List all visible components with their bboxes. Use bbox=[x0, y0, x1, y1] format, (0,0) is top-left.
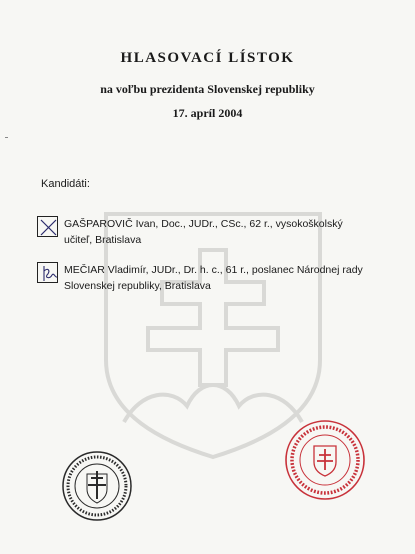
commission-stamp bbox=[60, 449, 134, 523]
ballot-subtitle: na voľbu prezidenta Slovenskej republiky bbox=[100, 82, 315, 96]
candidates-heading: Kandidáti: bbox=[41, 178, 90, 190]
cross-mark-icon bbox=[38, 217, 59, 238]
election-date: 17. apríl 2004 bbox=[172, 106, 243, 120]
candidate-1-entry bbox=[64, 216, 394, 248]
candidate-2-line1: MEČIAR Vladimír, JUDr., Dr. h. c., 61 r., poslanec Národnej rady bbox=[64, 264, 363, 276]
candidate-2-line2: Slovenskej republiky, Bratislava bbox=[64, 280, 211, 292]
candidate-1-line2: učiteľ, Bratislava bbox=[64, 234, 142, 246]
scribble-mark-icon bbox=[38, 263, 59, 284]
city-stamp bbox=[283, 418, 367, 502]
candidate-2-entry bbox=[64, 262, 394, 294]
ballot-title: HLASOVACÍ LÍSTOK bbox=[120, 50, 295, 66]
edge-mark bbox=[5, 137, 8, 138]
candidate-2-checkbox[interactable] bbox=[37, 262, 58, 283]
candidate-1-checkbox[interactable] bbox=[37, 216, 58, 237]
candidate-1-line1: GAŠPAROVIČ Ivan, Doc., JUDr., CSc., 62 r., vysokoškolský bbox=[64, 218, 343, 230]
